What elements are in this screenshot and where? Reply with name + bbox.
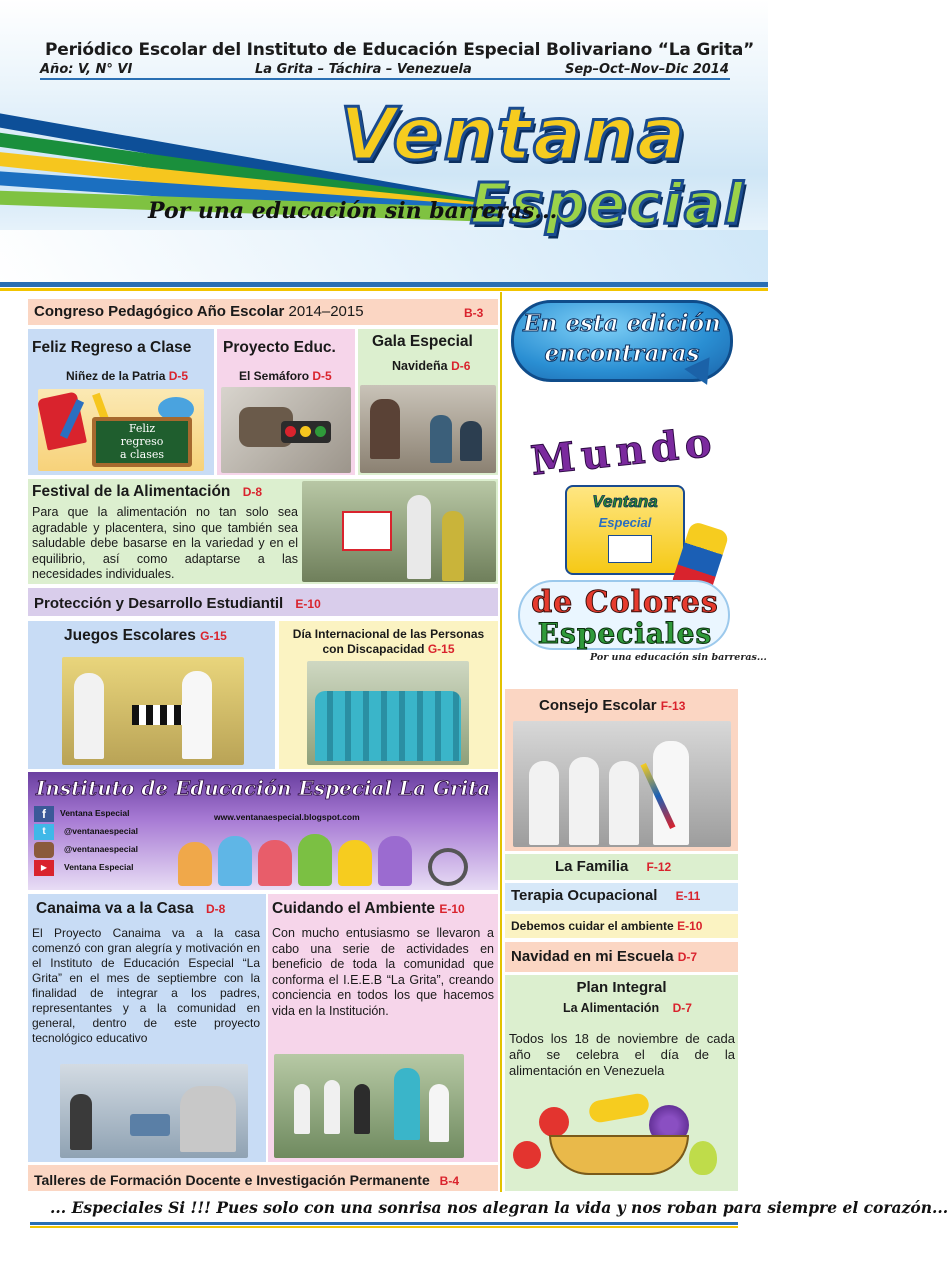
section-congreso[interactable] xyxy=(28,299,498,325)
debemos-heading xyxy=(511,919,702,933)
chess-game-photo xyxy=(62,657,244,765)
photo-figure xyxy=(370,399,400,459)
slogan: Por una educación sin barreras... xyxy=(148,198,558,224)
plan-ref: D-7 xyxy=(672,1001,692,1015)
plan-subtitle-line xyxy=(563,1001,692,1015)
festival-heading xyxy=(32,483,262,501)
navidad-title: Navidad en mi Escuela xyxy=(511,948,674,965)
feliz-title: Feliz Regreso a Clase xyxy=(32,339,192,356)
section-proyecto-educ[interactable] xyxy=(217,329,355,475)
cuidando-heading xyxy=(272,900,465,918)
feliz-subtitle-line xyxy=(66,369,188,383)
divider xyxy=(30,1222,738,1225)
institute-banner[interactable] xyxy=(28,772,498,890)
newspaper-title: Periódico Escolar del Instituto de Educación Especial Bolivariano “La Grita” xyxy=(45,40,755,60)
section-talleres[interactable] xyxy=(28,1165,498,1191)
section-terapia[interactable] xyxy=(505,883,738,911)
canaima-title: Canaima va a la Casa xyxy=(36,900,194,917)
chalk-line: Feliz xyxy=(128,422,156,435)
section-debemos[interactable] xyxy=(505,914,738,938)
plan-body: Todos los 18 de noviembre de cada año se celebra el día de la alimentación en Venezuela xyxy=(509,1031,735,1078)
navidad-heading xyxy=(511,948,697,965)
consejo-photo xyxy=(513,721,731,847)
instagram-handle: @ventanaespecial xyxy=(64,844,138,854)
congreso-ref: B-3 xyxy=(464,306,484,320)
facebook-handle: Ventana Especial xyxy=(60,808,130,818)
photo-figure xyxy=(442,511,464,581)
chalkboard-text xyxy=(96,422,188,461)
photo-figure xyxy=(430,415,452,463)
children-illustration xyxy=(178,826,488,888)
wheelchair-icon xyxy=(428,848,468,886)
school-flag-icon xyxy=(608,535,652,563)
mundo-logo-ventana: Ventana xyxy=(592,492,658,511)
congreso-heading xyxy=(28,299,370,324)
gala-subtitle: Navideña xyxy=(392,359,448,373)
banana-icon xyxy=(588,1092,651,1124)
semaforo-photo xyxy=(221,387,351,473)
section-feliz-regreso[interactable] xyxy=(28,329,214,475)
debemos-ref: E-10 xyxy=(677,919,703,933)
photo-figure xyxy=(407,495,431,579)
proteccion-heading xyxy=(28,591,327,616)
talleres-title: Talleres de Formación Docente e Investigación Permanente xyxy=(34,1172,430,1188)
photo-figure xyxy=(74,673,104,759)
section-dia-internacional[interactable] xyxy=(279,621,498,769)
proteccion-title: Protección y Desarrollo Estudiantil xyxy=(34,595,284,612)
dia-heading xyxy=(279,627,498,657)
photo-figure xyxy=(460,421,482,461)
fruit-bowl-illustration xyxy=(509,1087,731,1189)
divider xyxy=(30,1226,738,1228)
bowl-icon xyxy=(549,1135,689,1175)
decor-line xyxy=(0,282,768,287)
location: La Grita – Táchira – Venezuela xyxy=(255,62,472,77)
congreso-title: Congreso Pedagógico Año Escolar xyxy=(34,303,285,320)
juegos-heading xyxy=(64,627,227,645)
mundo-logo-especial: Especial xyxy=(598,515,652,530)
canaima-body: El Proyecto Canaima va a la casa comenzó con gran alegría y motivación en el Instituto de Educación Especial “La Grita” en el mes de septiembre con la finalidad de integrar a los padres, representantes y a la comunidad en general, dentro de este proyecto tecnológico educativo xyxy=(32,926,260,1045)
section-canaima[interactable] xyxy=(28,894,266,1162)
canaima-ref: D-8 xyxy=(206,902,226,916)
bubble-text-2: encontraras xyxy=(544,340,700,367)
proyecto-title: Proyecto Educ. xyxy=(223,339,336,356)
food-poster xyxy=(342,511,392,551)
dia-title-1: Día Internacional de las Personas xyxy=(292,627,485,641)
section-cuidando[interactable] xyxy=(268,894,498,1162)
plan-title: Plan Integral xyxy=(576,979,667,996)
cuidando-title: Cuidando el Ambiente xyxy=(272,900,436,917)
section-consejo[interactable] xyxy=(505,689,738,851)
familia-heading xyxy=(555,858,671,875)
terapia-title: Terapia Ocupacional xyxy=(511,887,658,904)
youtube-handle: Ventana Especial xyxy=(64,862,134,872)
decor-swoosh xyxy=(0,230,768,290)
masthead xyxy=(0,0,768,290)
divider xyxy=(40,78,730,80)
section-gala-especial[interactable] xyxy=(358,329,498,475)
school-supplies-illustration xyxy=(38,389,204,471)
terapia-heading xyxy=(511,887,700,904)
banner-title: Instituto de Educación Especial La Grita xyxy=(36,776,491,800)
decor-line xyxy=(0,288,768,291)
chalk-line: a clases xyxy=(119,448,165,461)
section-familia[interactable] xyxy=(505,854,738,880)
gala-title: Gala Especial xyxy=(372,333,473,350)
mundo-especiales: Especiales xyxy=(537,617,713,650)
section-plan-integral[interactable] xyxy=(505,975,738,1191)
feliz-subtitle: Niñez de la Patria xyxy=(66,369,166,383)
familia-title: La Familia xyxy=(555,858,629,875)
festival-body: Para que la alimentación no tan solo sea agradable y placentera, sino que también sea saludable debe basarse en la variedad y en el equilibrio, así como adaptarse a las necesidades individuales. xyxy=(32,505,298,581)
festival-photo xyxy=(302,481,496,582)
consejo-title: Consejo Escolar xyxy=(539,697,657,714)
gala-ref: D-6 xyxy=(451,359,471,373)
chalk-line: regreso xyxy=(120,435,164,448)
section-juegos[interactable] xyxy=(28,621,275,769)
proyecto-subtitle-line xyxy=(239,369,332,383)
proteccion-ref: E-10 xyxy=(295,597,321,611)
section-proteccion[interactable] xyxy=(28,588,498,616)
twitter-icon[interactable]: t xyxy=(34,824,54,840)
photo-figure xyxy=(182,671,212,759)
bubble-text-1: En esta edición xyxy=(523,310,721,337)
proyecto-subtitle: El Semáforo xyxy=(239,369,310,383)
traffic-light-model xyxy=(281,421,331,443)
laptop-icon xyxy=(130,1114,170,1136)
twitter-handle: @ventanaespecial xyxy=(64,826,138,836)
festival-ref: D-8 xyxy=(242,485,263,499)
mundo-slogan: Por una educación sin barreras... xyxy=(590,652,767,663)
gala-subtitle-line xyxy=(392,359,470,373)
footer-message: ... Especiales Si !!! Pues solo con una sonrisa nos alegran la vida y nos roban para siempre el corazón... xyxy=(50,1198,948,1217)
chalkboard xyxy=(92,417,192,467)
consejo-heading xyxy=(539,697,685,714)
mundo-title: Mundo xyxy=(528,418,720,485)
debemos-title: Debemos cuidar el ambiente xyxy=(511,919,674,933)
feliz-ref: D-5 xyxy=(168,369,189,383)
youtube-icon[interactable]: ▶ xyxy=(34,860,54,876)
festival-title: Festival de la Alimentación xyxy=(32,483,231,500)
dia-title-2: con Discapacidad xyxy=(322,642,425,656)
blog-url[interactable]: www.ventanaespecial.blogspot.com xyxy=(214,812,360,822)
cuidando-ref: E-10 xyxy=(439,902,465,916)
apple-icon xyxy=(539,1107,569,1137)
mundo-colores: de Colores xyxy=(531,585,719,620)
juegos-title: Juegos Escolares xyxy=(64,627,196,644)
juegos-ref: G-15 xyxy=(200,629,227,643)
familia-ref: F-12 xyxy=(646,860,672,874)
brand-ventana: Ventana xyxy=(340,92,688,176)
dia-ref: G-15 xyxy=(427,642,455,656)
section-navidad[interactable] xyxy=(505,942,738,972)
canaima-photo xyxy=(60,1064,248,1158)
apple-icon xyxy=(513,1141,541,1169)
talleres-ref: B-4 xyxy=(439,1174,459,1188)
canaima-heading xyxy=(36,900,225,918)
consejo-ref: F-13 xyxy=(660,699,686,713)
pear-icon xyxy=(689,1141,717,1175)
gala-photo xyxy=(360,385,496,473)
group-photo xyxy=(307,661,469,765)
plan-subtitle: La Alimentación xyxy=(563,1001,660,1015)
instagram-icon[interactable] xyxy=(34,842,54,858)
chessboard xyxy=(132,705,188,725)
proyecto-ref: D-5 xyxy=(312,369,332,383)
cuidando-photo xyxy=(274,1054,464,1158)
talleres-heading xyxy=(28,1168,465,1192)
dia-title-line2 xyxy=(279,642,498,657)
congreso-year: 2014–2015 xyxy=(288,303,364,320)
column-divider xyxy=(500,292,502,1192)
issue-number: Año: V, N° VI xyxy=(40,62,133,77)
cuidando-body: Con mucho entusiasmo se llevaron a cabo una serie de actividades en beneficio de toda la comunidad que conforma el I.E.E.B “La Grita”, creando conciencia en todos los que hacemos vida en la Institución. xyxy=(272,926,494,1018)
terapia-ref: E-11 xyxy=(675,889,701,903)
facebook-icon[interactable]: f xyxy=(34,806,54,822)
navidad-ref: D-7 xyxy=(677,950,698,964)
photo-figure-group xyxy=(315,691,461,761)
section-festival[interactable] xyxy=(28,479,498,584)
issue-period: Sep–Oct–Nov–Dic 2014 xyxy=(565,62,729,77)
brand-especial: Especial xyxy=(470,172,746,237)
